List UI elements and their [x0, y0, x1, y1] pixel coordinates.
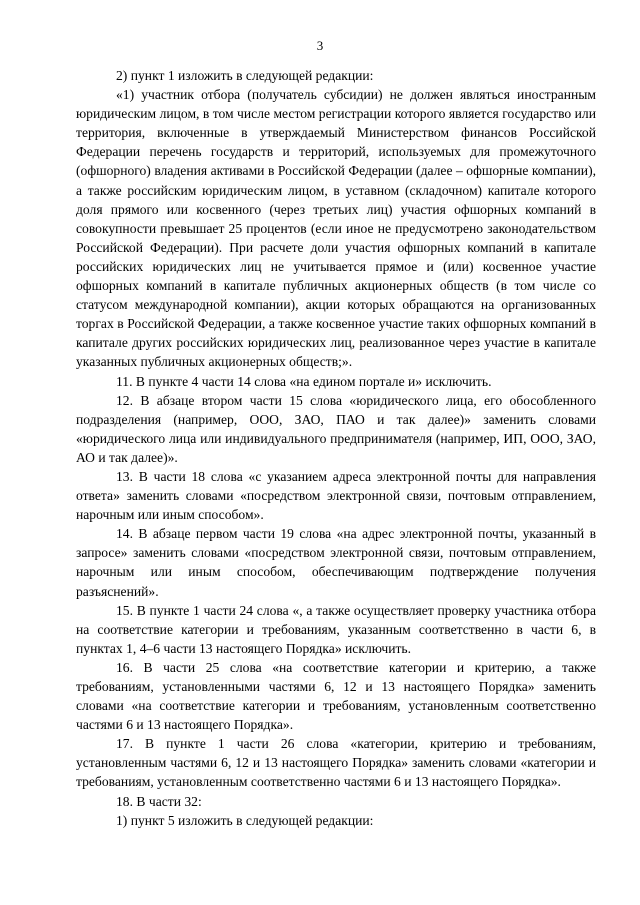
paragraph: 11. В пункте 4 части 14 слова «на едином портале и» исключить. — [116, 373, 492, 389]
paragraph: «1) участник отбора (получатель субсидии) не должен являться иностранным юридическим лицом, в том числе местом регистрации которого является государство или территория, включенные в утверждаемый Министерством финансов Российской Федерации перечень государств и территорий, используемых для промежуточного (офшорного) владения активами в Российской Федерации (далее – офшорные компании), а также российским юридическим лицом, в уставном (складочном) капитале которого доля прямого или косвенного (через третьих лиц) участия офшорных компаний в совокупности превышает 25 процентов (если иное не предусмотрено законодательством Российской Федерации). При расчете доли участия офшорных компаний в капитале российских юридических лиц не учитывается прямое и (или) косвенное участие офшорных компаний в капитале публичных акционерных обществ (в том числе со статусом международной компании), акции которых обращаются на организованных торгах в Российской Федерации, а также косвенное участие таких офшорных компаний в капитале других российских юридических лиц, реализованное через участие в капитале указанных публичных акционерных обществ;». — [76, 87, 596, 370]
paragraph: 14. В абзаце первом части 19 слова «на адрес электронной почты, указанный в запросе» заменить словами «посредством электронной связи, почтовым отправлением, нарочным или иным способом, обеспечивающим подтверждение получения разъяснений». — [76, 526, 596, 599]
paragraph: 13. В части 18 слова «с указанием адреса электронной почты для направления ответа» заменить словами «посредством электронной связи, почтовым отправлением, нарочным или иным способом». — [76, 468, 596, 523]
paragraph: 12. В абзаце втором части 15 слова «юридического лица, его обособленного подразделения (например, ООО, ЗАО, ПАО и так далее)» заменить словами «юридического лица или индивидуального предпринимателя (например, ИП, ООО, ЗАО, АО и так далее)». — [76, 392, 596, 465]
paragraph: 15. В пункте 1 части 24 слова «, а также осуществляет проверку участника отбора на соответствие категории и требованиям, указанным соответственно в части 6, в пунктах 1, 4–6 части 13 настоящего Порядка» исключить. — [76, 602, 596, 656]
paragraph: 17. В пункте 1 части 26 слова «категории, критерию и требованиям, установленным частями 6, 12 и 13 настоящего Порядка» заменить словами «категории и требованиям, установленным соответственно частями 6 и 13 настоящего Порядка». — [76, 736, 596, 790]
paragraph: 1) пункт 5 изложить в следующей редакции: — [116, 812, 374, 828]
paragraph: 2) пункт 1 изложить в следующей редакции: — [116, 68, 374, 83]
page-number: 3 — [316, 38, 324, 53]
paragraph: 18. В части 32: — [116, 793, 202, 809]
document-body — [76, 66, 596, 830]
paragraph: 16. В части 25 слова «на соответствие категории и критерию, а также требованиям, установленными частями 6, 12 и 13 настоящего Порядка» заменить словами «на соответствие категории и требованиям, установленным соответственно частями 6 и 13 настоящего Порядка». — [76, 659, 596, 733]
